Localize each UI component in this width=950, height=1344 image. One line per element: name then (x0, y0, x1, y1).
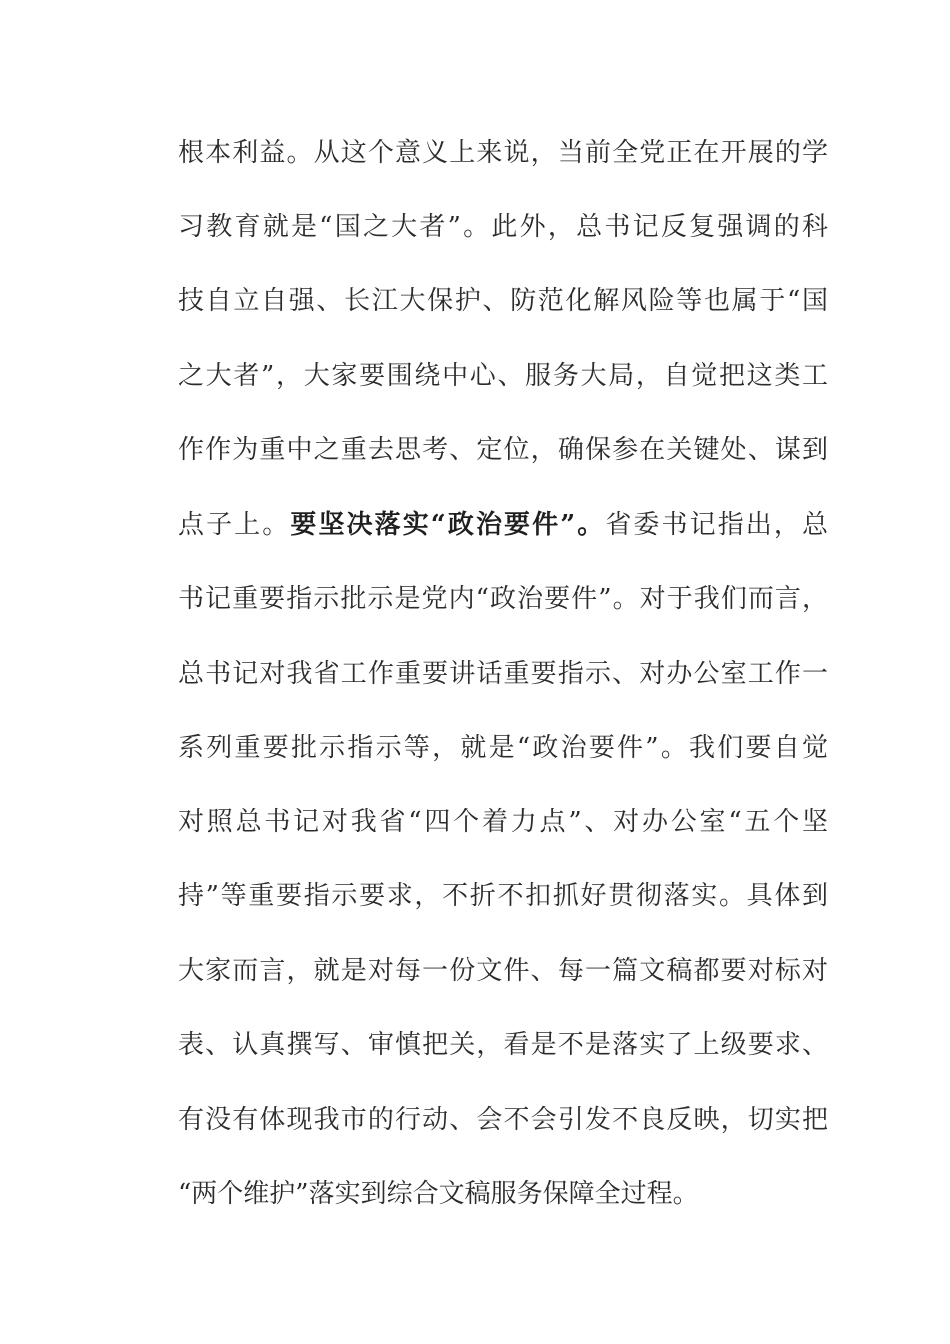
text-line-15: “两个维护”落实到综合文稿服务保障全过程。 (178, 1179, 699, 1209)
text-line-3: 技自立自强、长江大保护、防范化解风险等也属于“国 (178, 286, 828, 316)
text-line-13: 表、认真撰写、审慎把关，看是不是落实了上级要求、 (178, 1030, 828, 1060)
text-line-4: 之大者”，大家要围绕中心、服务大局，自觉把这类工 (178, 361, 828, 391)
text-line-8: 总书记对我省工作重要讲话重要指示、对办公室工作一 (178, 659, 828, 689)
bold-heading: 要坚决落实“政治要件”。 (290, 510, 606, 540)
text-line-9: 系列重要批示指示等，就是“政治要件”。我们要自觉 (178, 733, 828, 763)
text-line-1: 根本利益。从这个意义上来说，当前全党正在开展的学 (178, 138, 828, 168)
text-line-6-end: 省委书记指出，总 (605, 510, 828, 540)
text-line-11: 持”等重要指示要求，不折不扣抓好贯彻落实。具体到 (178, 881, 828, 911)
text-line-7: 书记重要指示批示是党内“政治要件”。对于我们而言， (178, 584, 828, 614)
text-line-12: 大家而言，就是对每一份文件、每一篇文稿都要对标对 (178, 956, 828, 986)
text-line-6-start: 点子上。 (178, 510, 291, 540)
text-line-10: 对照总书记对我省“四个着力点”、对办公室“五个坚 (178, 807, 828, 837)
text-line-6 (178, 505, 828, 545)
text-line-5: 作作为重中之重去思考、定位，确保参在关键处、谋到 (178, 435, 828, 465)
text-line-14: 有没有体现我市的行动、会不会引发不良反映，切实把 (178, 1105, 828, 1135)
text-line-2: 习教育就是“国之大者”。此外，总书记反复强调的科 (178, 212, 828, 242)
